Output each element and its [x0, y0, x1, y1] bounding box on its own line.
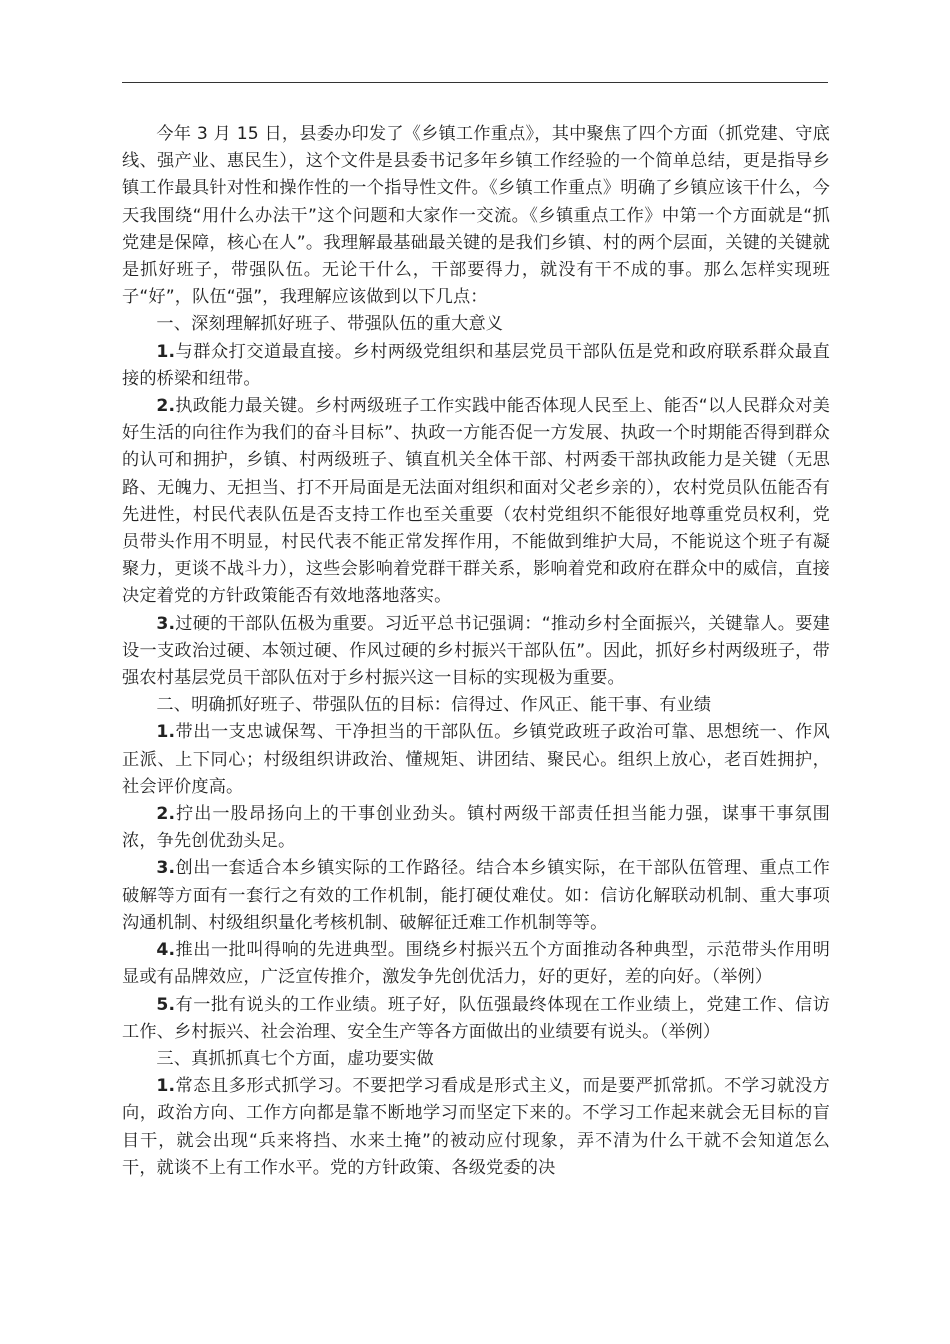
paragraph-text: 拧出一股昂扬向上的干事创业劲头。镇村两级干部责任担当能力强，谋事干事氛围浓，争先创优劲头足。	[122, 804, 830, 852]
paragraph	[122, 801, 830, 855]
document-body	[122, 121, 830, 1182]
paragraph	[122, 393, 830, 611]
paragraph-text: 推出一批叫得响的先进典型。围绕乡村振兴五个方面推动各种典型，示范带头作用明显或有品牌效应，广泛宣传推介，激发争先创优活力，好的更好，差的向好。（举例）	[122, 940, 830, 988]
paragraph-text: 常态且多形式抓学习。不要把学习看成是形式主义，而是要严抓常抓。不学习就没方向，政治方向、工作方向都是靠不断地学习而坚定下来的。不学习工作起来就会无目标的盲目干，就会出现“兵来将挡、水来土掩”的被动应付现象，弄不清为什么干就不会知道怎么干，就谈不上有工作水平。党的方针政策、各级党委的决	[122, 1076, 830, 1178]
paragraph	[122, 1073, 830, 1182]
paragraph-text: 过硬的干部队伍极为重要。习近平总书记强调：“推动乡村全面振兴，关键靠人。要建设一支政治过硬、本领过硬、作风过硬的乡村振兴干部队伍”。因此，抓好乡村两级班子，带强农村基层党员干部队伍对于乡村振兴这一目标的实现极为重要。	[122, 613, 830, 689]
paragraph-text: 二、明确抓好班子、带强队伍的目标：信得过、作风正、能干事、有业绩	[156, 695, 712, 716]
paragraph	[122, 855, 830, 937]
paragraph	[122, 611, 830, 693]
header-rule	[122, 82, 828, 83]
item-number: 1.	[156, 722, 176, 743]
section-heading	[122, 692, 830, 719]
item-number: 4.	[156, 940, 176, 961]
item-number: 2.	[156, 396, 176, 417]
paragraph	[122, 992, 830, 1046]
paragraph-text: 创出一套适合本乡镇实际的工作路径。结合本乡镇实际，在干部队伍管理、重点工作破解等方面有一套行之有效的工作机制，能打硬仗难仗。如：信访化解联动机制、重大事项沟通机制、村级组织量化考核机制、破解征迁难工作机制等等。	[122, 858, 830, 933]
paragraph-text: 执政能力最关键。乡村两级班子工作实践中能否体现人民至上、能否“以人民群众对美好生活的向往作为我们的奋斗目标”、执政一方能否促一方发展、执政一个时期能否得到群众的认可和拥护，乡镇、村两级班子、镇直机关全体干部、村两委干部执政能力是关键（无思路、无魄力、无担当、打不开局面是无法面对组织和面对父老乡亲的），农村党员队伍能否有先进性，村民代表队伍是否支持工作也至关重要（农村党组织不能很好地尊重党员权利，党员带头作用不明显，村民代表不能正常发挥作用，不能做到维护大局，不能说这个班子有凝聚力，更谈不战斗力），这些会影响着党群干群关系，影响着党和政府在群众中的威信，直接决定着党的方针政策能否有效地落地落实。	[122, 396, 830, 607]
paragraph-text: 带出一支忠诚保驾、干净担当的干部队伍。乡镇党政班子政治可靠、思想统一、作风正派、上下同心；村级组织讲政治、懂规矩、讲团结、聚民心。组织上放心，老百姓拥护，社会评价度高。	[122, 722, 830, 797]
paragraph-text: 有一批有说头的工作业绩。班子好，队伍强最终体现在工作业绩上，党建工作、信访工作、乡村振兴、社会治理、安全生产等各方面做出的业绩要有说头。（举例）	[122, 994, 830, 1042]
item-number: 2.	[156, 804, 176, 825]
item-number: 3.	[156, 613, 176, 634]
paragraph	[122, 937, 830, 991]
item-number: 1.	[156, 341, 176, 362]
paragraph	[122, 121, 830, 311]
section-heading	[122, 311, 830, 338]
paragraph	[122, 339, 830, 393]
paragraph-text: 三、真抓抓真七个方面，虚功要实做	[156, 1048, 434, 1069]
paragraph-text: 与群众打交道最直接。乡村两级党组织和基层党员干部队伍是党和政府联系群众最直接的桥梁和纽带。	[122, 341, 830, 389]
paragraph	[122, 719, 830, 801]
item-number: 3.	[156, 858, 176, 879]
item-number: 5.	[156, 994, 176, 1015]
paragraph-text: 今年 3 月 15 日，县委办印发了《乡镇工作重点》，其中聚焦了四个方面（抓党建、守底线、强产业、惠民生），这个文件是县委书记多年乡镇工作经验的一个简单总结，更是指导乡镇工作最具针对性和操作性的一个指导性文件。《乡镇工作重点》明确了乡镇应该干什么，今天我围绕“用什么办法干”这个问题和大家作一交流。《乡镇重点工作》中第一个方面就是“抓党建是保障，核心在人”。我理解最基础最关键的是我们乡镇、村的两个层面，关键的关键就是抓好班子，带强队伍。无论干什么，干部要得力，就没有干不成的事。那么怎样实现班子“好”，队伍“强”，我理解应该做到以下几点：	[122, 124, 830, 308]
item-number: 1.	[156, 1076, 176, 1097]
section-heading	[122, 1046, 830, 1073]
paragraph-text: 一、深刻理解抓好班子、带强队伍的重大意义	[156, 314, 504, 335]
